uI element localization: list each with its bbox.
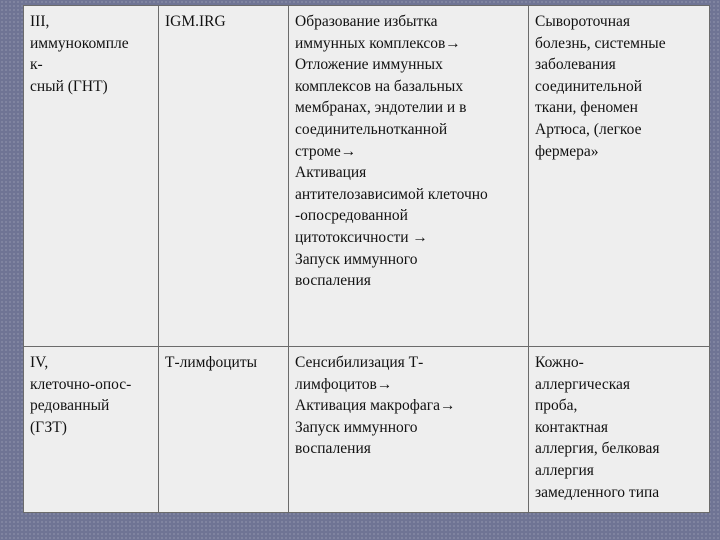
type-cell: IV, клеточно-опос- редованный (ГЗТ) — [24, 347, 159, 513]
table-row — [24, 347, 710, 513]
type-cell: III, иммунокомпле к- сный (ГНТ) — [24, 6, 159, 347]
diseases-cell: Кожно- аллергическая проба, контактная аллергия, белковая аллергия замедленного типа — [529, 347, 710, 513]
hypersensitivity-table — [23, 5, 710, 513]
antibody-cell: Т-лимфоциты — [159, 347, 289, 513]
antibody-cell: IGM.IRG — [159, 6, 289, 347]
mechanism-cell: Образование избытка иммунных комплексов→ Отложение иммунных комплексов на базальных мембранах, эндотелии и в соединительнотканной строме→ Активация антителозависимой клеточно -опосредованной цитотоксичности → Запуск иммунного воспаления — [289, 6, 529, 347]
table-row — [24, 6, 710, 347]
diseases-cell: Сывороточная болезнь, системные заболевания соединительной ткани, феномен Артюса, (легкое фермера» — [529, 6, 710, 347]
mechanism-cell: Сенсибилизация Т- лимфоцитов→ Активация макрофага→ Запуск иммунного воспаления — [289, 347, 529, 513]
